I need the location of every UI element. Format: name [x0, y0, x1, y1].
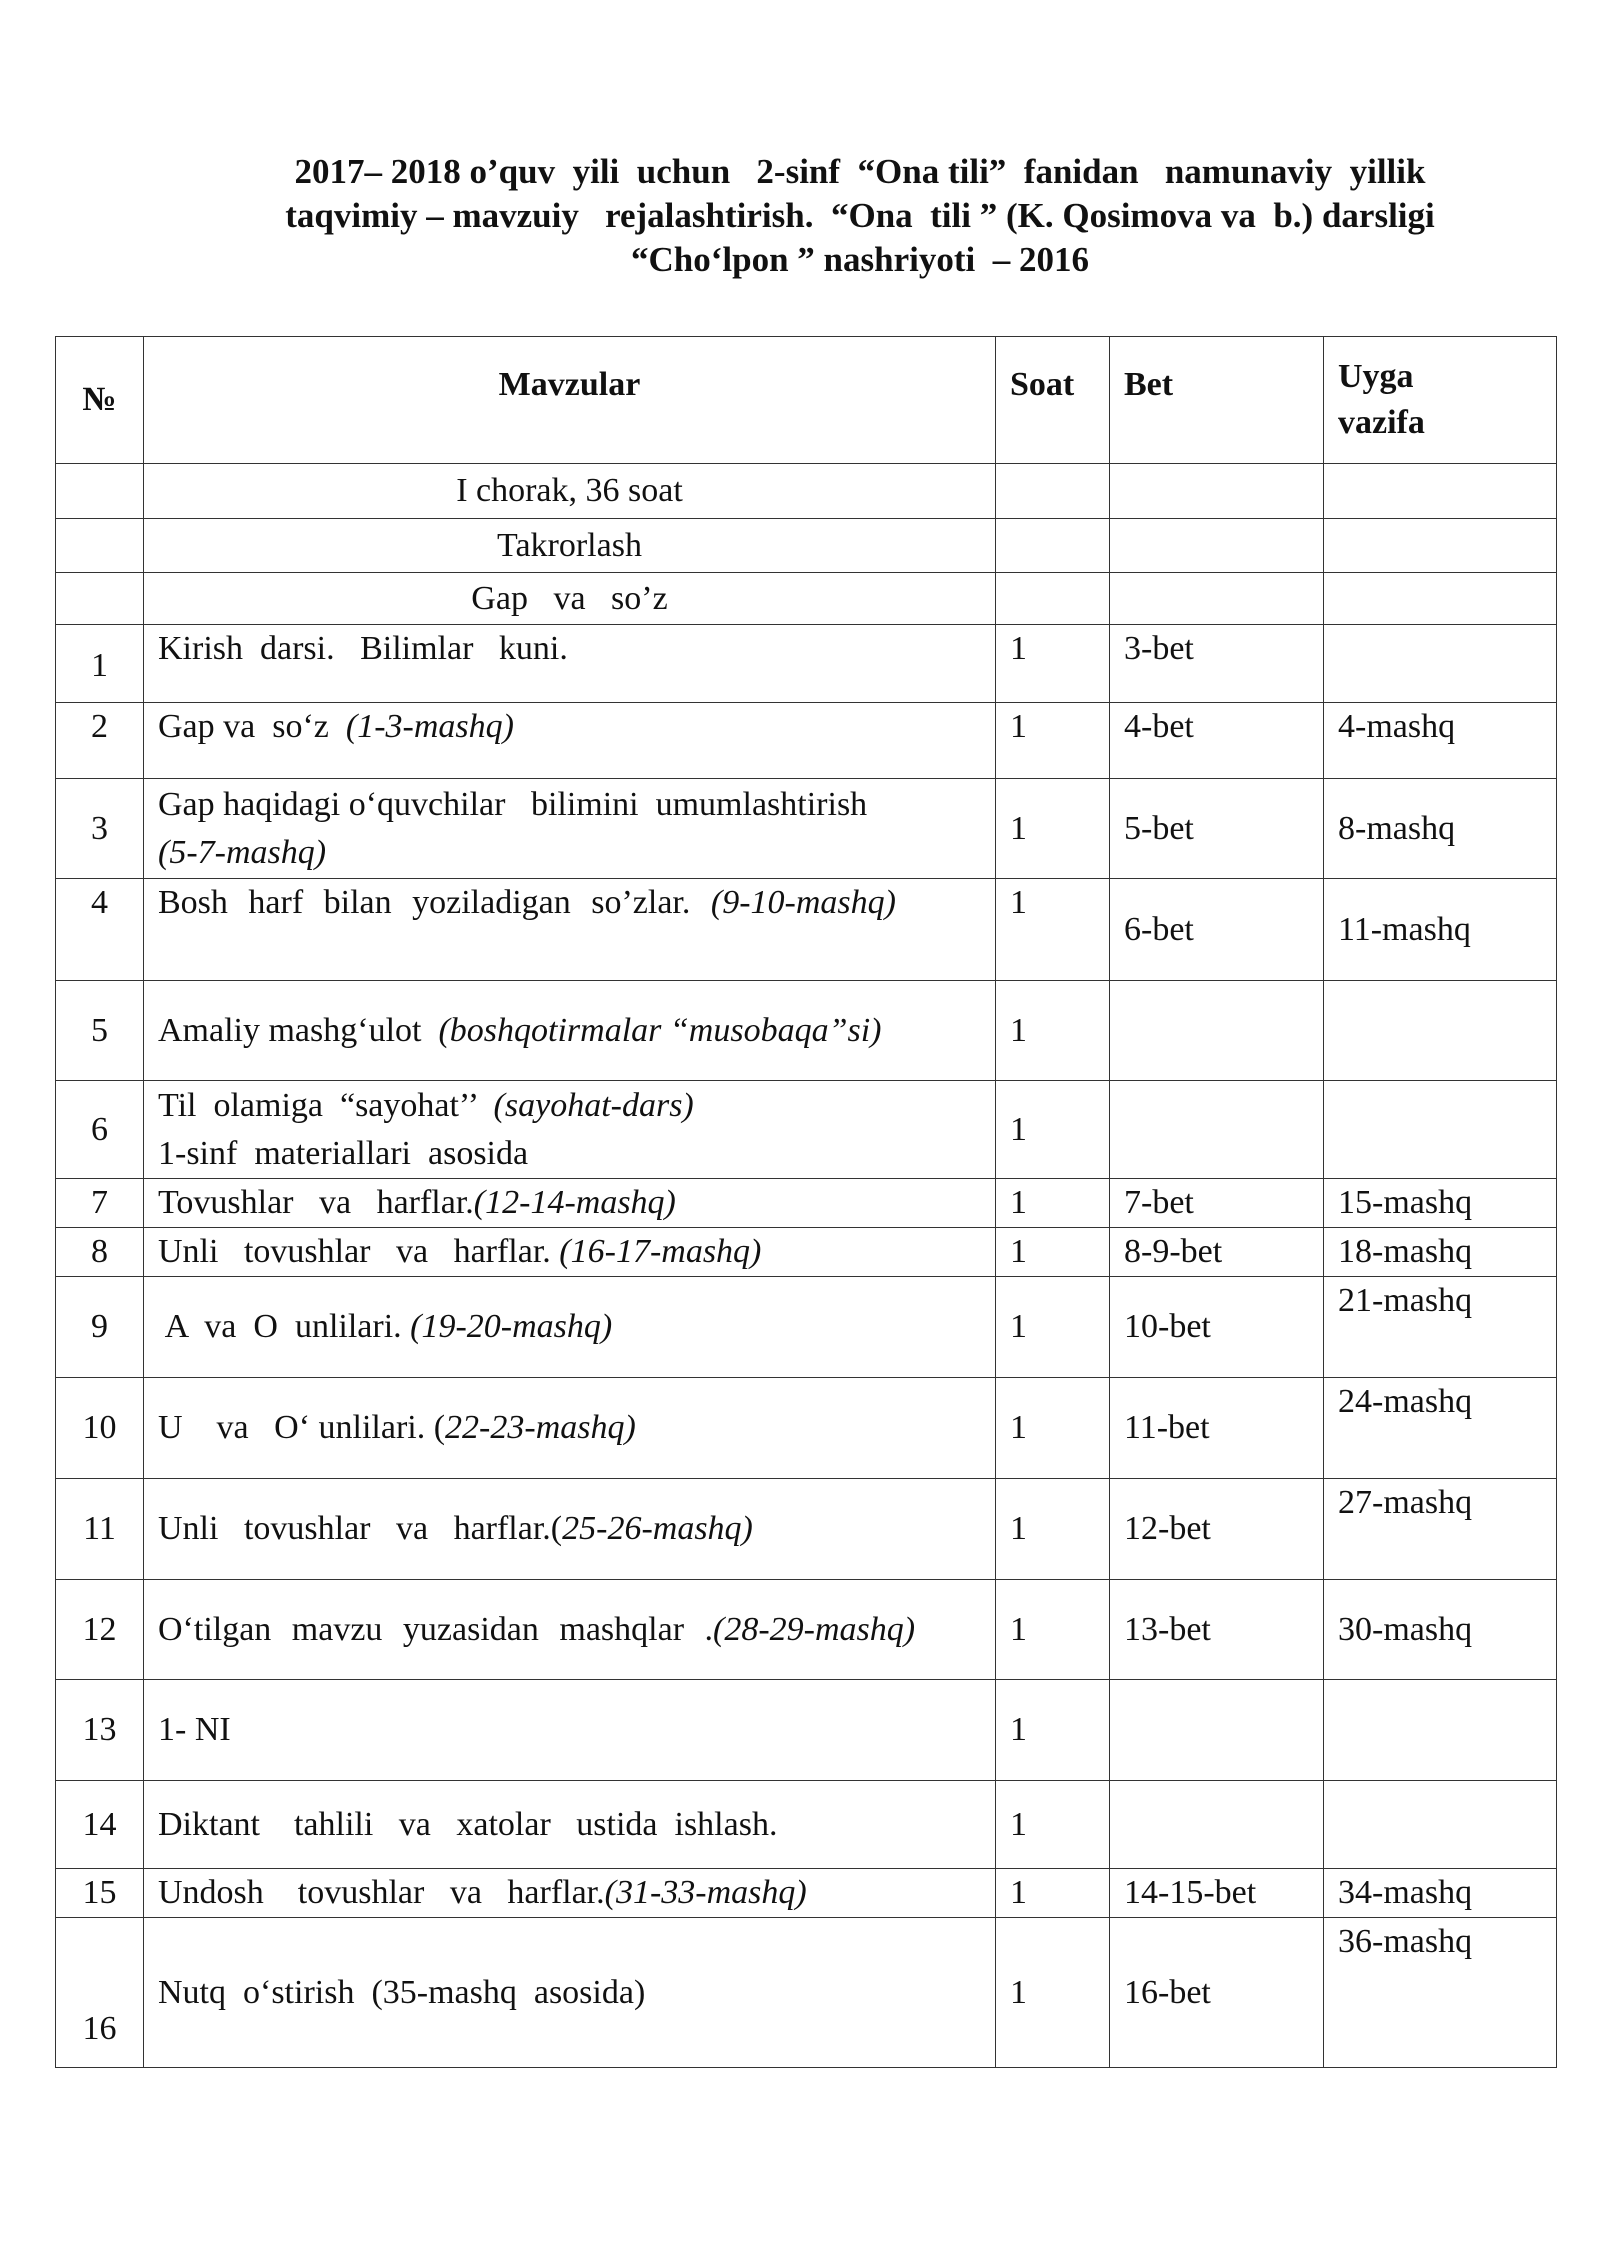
row-number: 15	[56, 1869, 144, 1918]
row-page	[1110, 1081, 1324, 1179]
column-header-page: Bet	[1110, 337, 1324, 464]
section-row-quarter	[56, 464, 1557, 519]
section-review: Takrorlash	[144, 519, 996, 573]
title-line-3: “Cho‘lpon ” nashriyoti – 2016	[631, 240, 1089, 279]
row-number: 10	[56, 1378, 144, 1479]
row-topic: Til olamiga “sayohat’’ (sayohat-dars) 1-sinf materiallari asosida	[144, 1081, 996, 1179]
row-number: 3	[56, 779, 144, 879]
row-number: 1	[56, 625, 144, 703]
row-page	[1110, 1680, 1324, 1781]
row-homework: 4-mashq	[1324, 703, 1557, 779]
row-page: 3-bet	[1110, 625, 1324, 703]
row-hours: 1	[996, 1869, 1110, 1918]
row-hours: 1	[996, 981, 1110, 1081]
row-number: 16	[56, 1918, 144, 2068]
row-hours: 1	[996, 1277, 1110, 1378]
row-number: 11	[56, 1479, 144, 1580]
row-page: 13-bet	[1110, 1580, 1324, 1680]
row-hours: 1	[996, 1081, 1110, 1179]
row-topic: O‘tilgan mavzu yuzasidan mashqlar .(28-29-mashq)	[144, 1580, 996, 1680]
row-number: 6	[56, 1081, 144, 1179]
section-quarter: I chorak, 36 soat	[144, 464, 996, 519]
row-page: 14-15-bet	[1110, 1869, 1324, 1918]
row-homework	[1324, 1781, 1557, 1869]
title-line-2: taqvimiy – mavzuiy rejalashtirish. “Ona tili ” (K. Qosimova va b.) darsligi	[285, 196, 1435, 235]
row-number: 4	[56, 879, 144, 981]
row-page	[1110, 1781, 1324, 1869]
row-topic: Gap va so‘z (1-3-mashq)	[144, 703, 996, 779]
table-row	[56, 1781, 1557, 1869]
row-topic: Amaliy mashg‘ulot (boshqotirmalar “musobaqa”si)	[144, 981, 996, 1081]
table-row	[56, 879, 1557, 981]
table-row	[56, 779, 1557, 879]
row-hours: 1	[996, 1179, 1110, 1228]
row-topic: A va O unlilari. (19-20-mashq)	[144, 1277, 996, 1378]
row-page: 7-bet	[1110, 1179, 1324, 1228]
row-homework	[1324, 625, 1557, 703]
row-homework: 24-mashq	[1324, 1378, 1557, 1479]
column-header-homework-line1: Uyga	[1338, 358, 1414, 395]
row-topic: Nutq o‘stirish (35-mashq asosida)	[144, 1918, 996, 2068]
row-hours: 1	[996, 1378, 1110, 1479]
row-topic: U va O‘ unlilari. (22-23-mashq)	[144, 1378, 996, 1479]
row-topic: Bosh harf bilan yoziladigan so’zlar. (9-10-mashq)	[144, 879, 996, 981]
column-header-topics: Mavzular	[144, 337, 996, 464]
row-page	[1110, 981, 1324, 1081]
row-number: 12	[56, 1580, 144, 1680]
table-row	[56, 1680, 1557, 1781]
row-page: 4-bet	[1110, 703, 1324, 779]
row-page: 16-bet	[1110, 1918, 1324, 2068]
table-header-row	[56, 337, 1557, 464]
column-header-number: №	[56, 337, 144, 464]
table-row	[56, 1081, 1557, 1179]
row-page: 12-bet	[1110, 1479, 1324, 1580]
table-row	[56, 1918, 1557, 2068]
row-topic: Gap haqidagi o‘quvchilar bilimini umumlashtirish (5-7-mashq)	[144, 779, 996, 879]
table-row	[56, 1479, 1557, 1580]
row-homework	[1324, 1081, 1557, 1179]
row-homework: 30-mashq	[1324, 1580, 1557, 1680]
row-number: 9	[56, 1277, 144, 1378]
row-hours: 1	[996, 1580, 1110, 1680]
row-number: 14	[56, 1781, 144, 1869]
row-topic: Undosh tovushlar va harflar.(31-33-mashq)	[144, 1869, 996, 1918]
row-page: 5-bet	[1110, 779, 1324, 879]
row-hours: 1	[996, 1918, 1110, 2068]
table-row	[56, 1378, 1557, 1479]
table-row	[56, 1228, 1557, 1277]
row-number: 2	[56, 703, 144, 779]
row-topic: Unli tovushlar va harflar. (16-17-mashq)	[144, 1228, 996, 1277]
row-homework	[1324, 1680, 1557, 1781]
document-title	[160, 150, 1560, 282]
table-row	[56, 1277, 1557, 1378]
row-number: 5	[56, 981, 144, 1081]
row-number: 13	[56, 1680, 144, 1781]
column-header-hours: Soat	[996, 337, 1110, 464]
title-line-1: 2017– 2018 o’quv yili uchun 2-sinf “Ona tili” fanidan namunaviy yillik	[294, 152, 1426, 191]
row-homework: 27-mashq	[1324, 1479, 1557, 1580]
row-homework: 15-mashq	[1324, 1179, 1557, 1228]
row-homework: 21-mashq	[1324, 1277, 1557, 1378]
table-row	[56, 625, 1557, 703]
row-hours: 1	[996, 1781, 1110, 1869]
table-row	[56, 1179, 1557, 1228]
table-row	[56, 981, 1557, 1081]
row-homework: 18-mashq	[1324, 1228, 1557, 1277]
section-sentence-word: Gap va so’z	[144, 573, 996, 625]
row-page: 6-bet	[1110, 879, 1324, 981]
row-hours: 1	[996, 625, 1110, 703]
row-homework: 8-mashq	[1324, 779, 1557, 879]
row-homework: 34-mashq	[1324, 1869, 1557, 1918]
row-topic: Tovushlar va harflar.(12-14-mashq)	[144, 1179, 996, 1228]
section-row-sentence-word	[56, 573, 1557, 625]
row-topic: Kirish darsi. Bilimlar kuni.	[144, 625, 996, 703]
row-homework: 36-mashq	[1324, 1918, 1557, 2068]
table-row	[56, 1580, 1557, 1680]
row-page: 10-bet	[1110, 1277, 1324, 1378]
row-homework	[1324, 981, 1557, 1081]
row-hours: 1	[996, 703, 1110, 779]
row-hours: 1	[996, 1680, 1110, 1781]
row-page: 8-9-bet	[1110, 1228, 1324, 1277]
lesson-plan-table	[55, 336, 1557, 2068]
row-number: 8	[56, 1228, 144, 1277]
row-number: 7	[56, 1179, 144, 1228]
section-row-review	[56, 519, 1557, 573]
row-topic: Unli tovushlar va harflar.(25-26-mashq)	[144, 1479, 996, 1580]
table-row	[56, 1869, 1557, 1918]
row-hours: 1	[996, 1479, 1110, 1580]
row-topic: 1- NI	[144, 1680, 996, 1781]
row-page: 11-bet	[1110, 1378, 1324, 1479]
row-topic: Diktant tahlili va xatolar ustida ishlash.	[144, 1781, 996, 1869]
row-homework: 11-mashq	[1324, 879, 1557, 981]
row-hours: 1	[996, 1228, 1110, 1277]
column-header-homework-line2: vazifa	[1338, 404, 1425, 441]
row-hours: 1	[996, 879, 1110, 981]
table-row	[56, 703, 1557, 779]
row-hours: 1	[996, 779, 1110, 879]
column-header-homework	[1324, 337, 1557, 464]
